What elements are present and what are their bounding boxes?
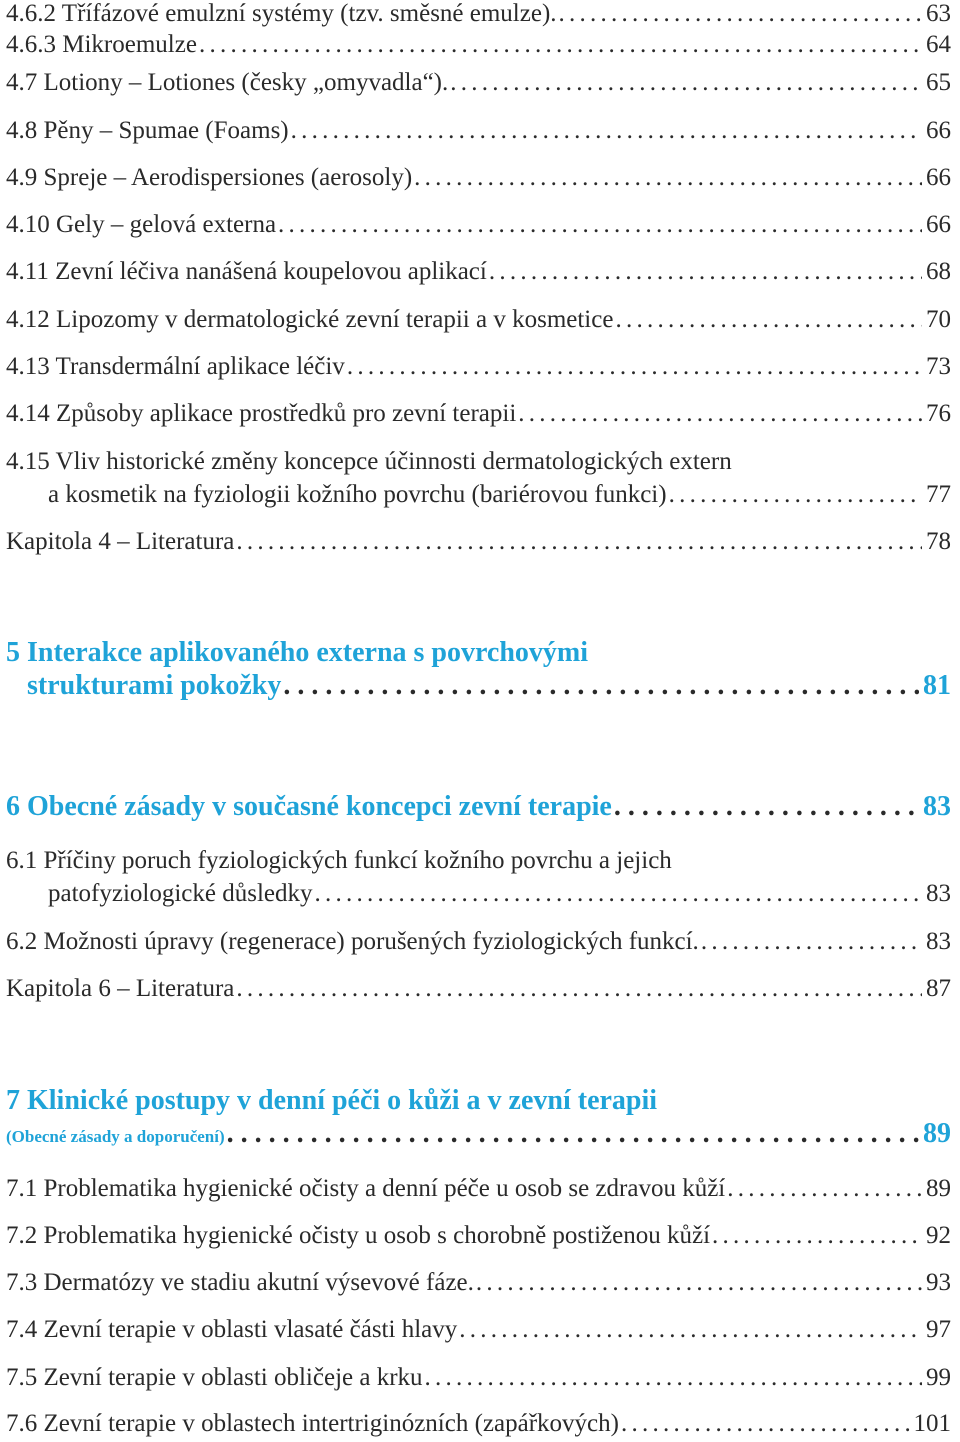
dot-leader (425, 1361, 922, 1394)
toc-entry-title: 7.3 Dermatózy ve stadiu akutní výsevové fáze. (6, 1269, 474, 1296)
toc-page-number: 92 (926, 1222, 951, 1249)
dot-leader (559, 0, 922, 30)
dot-leader (315, 877, 922, 910)
toc-entry-7-4[interactable] (6, 1313, 951, 1346)
toc-entry-title: 4.6.3 Mikroemulze (6, 31, 197, 58)
dot-leader (450, 66, 922, 99)
dot-leader (236, 972, 922, 1005)
dot-leader (701, 925, 922, 958)
chapter-heading-5[interactable] (6, 636, 951, 702)
toc-entry-4-10[interactable] (6, 208, 951, 241)
dot-leader (227, 1117, 919, 1150)
toc-entry-title: 4.9 Spreje – Aerodispersiones (aerosoly) (6, 164, 413, 191)
toc-entry-title: 4.12 Lipozomy v dermatologické zevní terapii a v kosmetice (6, 306, 614, 333)
toc-page-number: 93 (926, 1269, 951, 1296)
dot-leader (669, 478, 922, 511)
dot-leader (459, 1313, 922, 1346)
toc-entry-title: 4.7 Lotiony – Lotiones (česky „omyvadla“). (6, 69, 449, 96)
dot-leader (199, 28, 922, 61)
toc-entry-title: Kapitola 4 – Literatura (6, 528, 235, 555)
toc-entry-title: 7.1 Problematika hygienické očisty a denní péče u osob se zdravou kůží (6, 1175, 726, 1202)
toc-page-number: 78 (926, 528, 951, 555)
toc-entry-title: 7.5 Zevní terapie v oblasti obličeje a krku (6, 1364, 423, 1391)
dot-leader (621, 1407, 910, 1440)
chapter-page-number: 89 (923, 1118, 951, 1149)
toc-entry-title: 4.8 Pěny – Spumae (Foams) (6, 117, 289, 144)
dot-leader (727, 1172, 922, 1205)
toc-page-number: 66 (926, 117, 951, 144)
dot-leader (291, 114, 922, 147)
chapter-page-number: 83 (923, 791, 951, 822)
dot-leader (518, 397, 922, 430)
toc-page-number: 64 (926, 31, 951, 58)
toc-page-number: 63 (926, 0, 951, 27)
chapter-heading-6[interactable] (6, 790, 951, 823)
dot-leader (615, 303, 922, 336)
chapter-title: 6 Obecné zásady v současné koncepci zevní terapie (6, 791, 612, 822)
toc-entry-title: 7.2 Problematika hygienické očisty u osob s chorobně postiženou kůží (6, 1222, 711, 1249)
toc-page-number: 89 (926, 1175, 951, 1202)
chapter-title: 5 Interakce aplikovaného externa s povrchovými (6, 637, 589, 668)
toc-entry-4-14[interactable] (6, 397, 951, 430)
toc-entry-7-5[interactable] (6, 1361, 951, 1394)
toc-page-number: 70 (926, 306, 951, 333)
toc-entry-7-2[interactable] (6, 1219, 951, 1252)
dot-leader (347, 350, 922, 383)
toc-page-number: 76 (926, 400, 951, 427)
dot-leader (712, 1219, 922, 1252)
toc-page-number: 66 (926, 164, 951, 191)
toc-page-number: 68 (926, 258, 951, 285)
toc-entry-7-3[interactable] (6, 1266, 951, 1299)
chapter-heading-7[interactable] (6, 1084, 951, 1153)
toc-entry-4-8[interactable] (6, 114, 951, 147)
dot-leader (476, 1266, 922, 1299)
toc-page-number: 65 (926, 69, 951, 96)
toc-entry-title: 6.2 Možnosti úpravy (regenerace) porušených fyziologických funkcí. (6, 928, 699, 955)
toc-entry-4-11[interactable] (6, 255, 951, 288)
toc-entry-4-13[interactable] (6, 350, 951, 383)
dot-leader (414, 161, 922, 194)
toc-entry-title: 4.15 Vliv historické změny koncepce účinnosti dermatologických extern (6, 448, 732, 475)
dot-leader (489, 255, 922, 288)
toc-entry-title: 4.13 Transdermální aplikace léčiv (6, 353, 345, 380)
toc-page-number: 83 (926, 928, 951, 955)
toc-entry-title: 4.14 Způsoby aplikace prostředků pro zevní terapii (6, 400, 517, 427)
toc-entry-6-2[interactable] (6, 925, 951, 958)
toc-page-number: 77 (926, 481, 951, 508)
toc-entry-4-6-3[interactable] (6, 28, 951, 61)
toc-entry-title: 7.4 Zevní terapie v oblasti vlasaté části hlavy (6, 1316, 458, 1343)
toc-entry-title-continued: patofyziologické důsledky (48, 880, 313, 907)
chapter-title: 7 Klinické postupy v denní péči o kůži a v zevní terapii (6, 1085, 658, 1116)
toc-entry-title: 6.1 Příčiny poruch fyziologických funkcí kožního povrchu a jejich (6, 847, 672, 874)
toc-entry-title: Kapitola 6 – Literatura (6, 975, 235, 1002)
toc-page-number: 97 (926, 1316, 951, 1343)
toc-entry-7-1[interactable] (6, 1172, 951, 1205)
toc-page-number: 83 (926, 880, 951, 907)
chapter-title-continued: strukturami pokožky (27, 670, 282, 701)
toc-page-number: 101 (913, 1410, 951, 1437)
toc-page-number: 99 (926, 1364, 951, 1391)
toc-entry-title-continued: a kosmetik na fyziologii kožního povrchu (bariérovou funkci) (48, 481, 667, 508)
toc-page-number: 66 (926, 211, 951, 238)
toc-entry-literature-4[interactable] (6, 525, 951, 558)
toc-entry-4-15[interactable] (6, 445, 951, 511)
chapter-subtitle: (Obecné zásady a doporučení) (6, 1127, 225, 1146)
toc-page-number: 87 (926, 975, 951, 1002)
toc-entry-6-1[interactable] (6, 844, 951, 910)
toc-entry-title: 4.6.2 Třífázové emulzní systémy (tzv. směsné emulze). (6, 0, 557, 27)
dot-leader (614, 790, 919, 823)
toc-entry-title: 7.6 Zevní terapie v oblastech intertriginózních (zapářkových) (6, 1410, 619, 1437)
chapter-page-number: 81 (923, 670, 951, 701)
toc-entry-literature-6[interactable] (6, 972, 951, 1005)
toc-entry-4-12[interactable] (6, 303, 951, 336)
toc-entry-4-9[interactable] (6, 161, 951, 194)
toc-entry-4-6-2[interactable] (6, 0, 951, 30)
dot-leader (283, 669, 919, 702)
toc-entry-title: 4.11 Zevní léčiva nanášená koupelovou aplikací (6, 258, 487, 285)
toc-entry-4-7[interactable] (6, 66, 951, 99)
toc-entry-7-6[interactable] (6, 1407, 951, 1440)
toc-page-number: 73 (926, 353, 951, 380)
dot-leader (236, 525, 922, 558)
toc-entry-title: 4.10 Gely – gelová externa (6, 211, 277, 238)
dot-leader (278, 208, 922, 241)
